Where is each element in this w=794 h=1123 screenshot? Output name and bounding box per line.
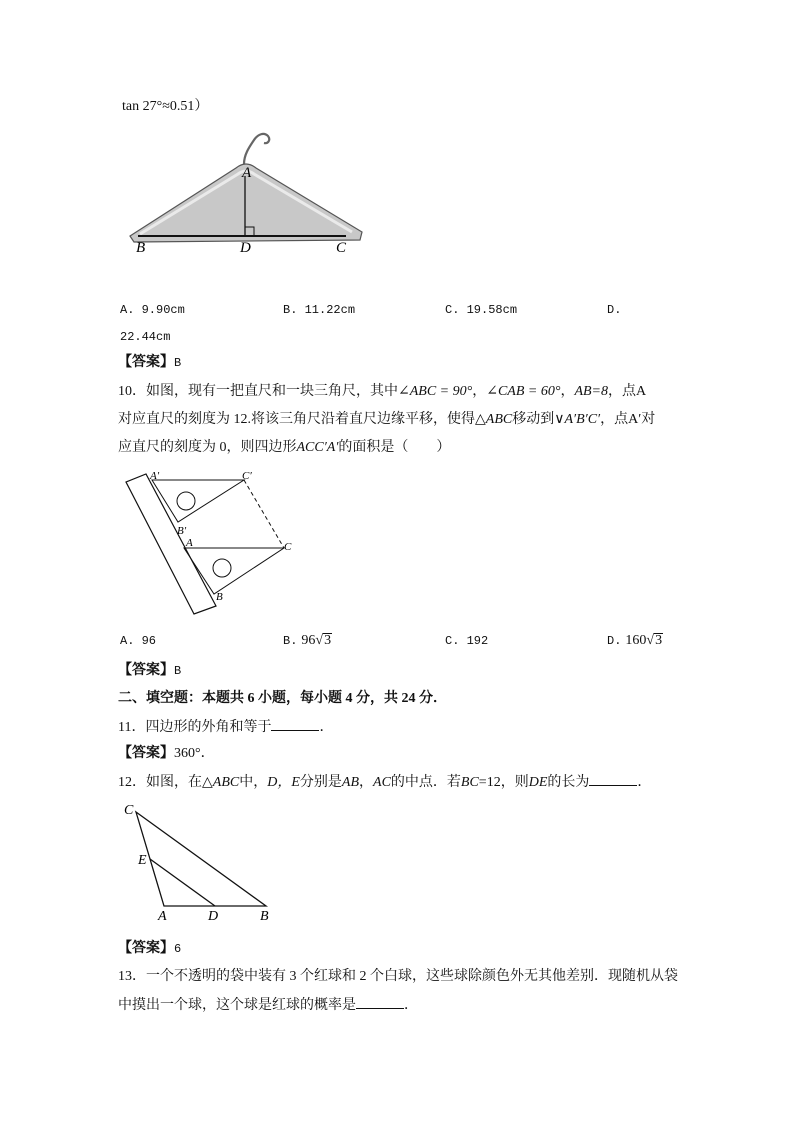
label-b: B xyxy=(216,591,223,603)
q9-option-a: A. 9.90cm xyxy=(120,303,185,317)
q12-answer-blank xyxy=(589,773,637,786)
section2-heading: 二、填空题：本题共 6 小题，每小题 4 分，共 24 分． xyxy=(118,691,447,706)
label-b: B xyxy=(136,240,146,256)
q10-option-a: A. 96 xyxy=(120,634,157,648)
q9-option-d-key: D. xyxy=(607,303,622,317)
label-a1: A′ xyxy=(150,470,160,482)
q9-hanger-figure xyxy=(126,128,366,258)
label-b1: B′ xyxy=(177,525,187,537)
label-c: C xyxy=(336,240,347,256)
label-c: C xyxy=(284,541,292,553)
label-e: E xyxy=(138,853,147,868)
q13-line2: 中摸出一个球，这个球是红球的概率是 ． xyxy=(118,998,418,1013)
q12-answer: 【答案】6 xyxy=(118,941,182,956)
label-a: A xyxy=(158,909,167,924)
q9-option-d-text: 22.44cm xyxy=(120,330,171,344)
q11-answer-blank xyxy=(271,718,319,731)
q10-option-b: B. 96√3 xyxy=(283,633,332,648)
label-a: A xyxy=(186,537,193,549)
triangle-hole-lower xyxy=(213,559,231,577)
q10-line1: 10．如图，现有一把直尺和一块三角尺，其中∠ABC = 90°，∠CAB = 60°，AB=8，点A xyxy=(118,384,647,399)
q10-option-c: C. 192 xyxy=(445,634,489,648)
q9-option-c: C. 19.58cm xyxy=(445,303,518,317)
label-c1: C′ xyxy=(242,470,252,482)
q11-question: 11．四边形的外角和等于 ． xyxy=(118,720,334,735)
segment-cc1 xyxy=(244,480,284,548)
q13-line1: 13．一个不透明的袋中装有 3 个红球和 2 个白球，这些球除颜色外无其他差别．现随机从袋 xyxy=(118,969,678,984)
q10-option-d: D. 160√3 xyxy=(607,633,663,648)
q13-answer-blank xyxy=(356,996,404,1009)
label-a: A xyxy=(242,165,252,181)
q10-answer: 【答案】B xyxy=(118,663,182,678)
label-c: C xyxy=(124,803,134,818)
q10-line3: 应直尺的刻度为 0，则四边形ACC′A′的面积是（ ） xyxy=(118,440,451,455)
triangle-hole-upper xyxy=(177,492,195,510)
triangle-abc xyxy=(136,812,266,906)
q12-triangle-figure xyxy=(120,798,280,924)
hanger-hook xyxy=(244,134,269,164)
q12-question: 12．如图，在△ABC中，D，E分别是AB，AC的中点．若BC=12，则DE的长为 ． xyxy=(118,775,652,790)
q11-answer: 【答案】360°． xyxy=(118,746,215,761)
q10-ruler-figure xyxy=(120,466,310,618)
ruler xyxy=(126,474,216,614)
q9-option-b: B. 11.22cm xyxy=(283,303,356,317)
q9-question-tail: tan 27°≈0.51） xyxy=(122,99,209,114)
segment-de xyxy=(150,859,215,906)
label-d: D xyxy=(240,240,251,256)
label-b: B xyxy=(260,909,269,924)
q10-line2: 对应直尺的刻度为 12.将该三角尺沿着直尺边缘平移，使得△ABC移动到∨A′B′C′，点A′对 xyxy=(118,412,656,427)
q9-answer: 【答案】B xyxy=(118,355,182,370)
label-d: D xyxy=(208,909,219,924)
